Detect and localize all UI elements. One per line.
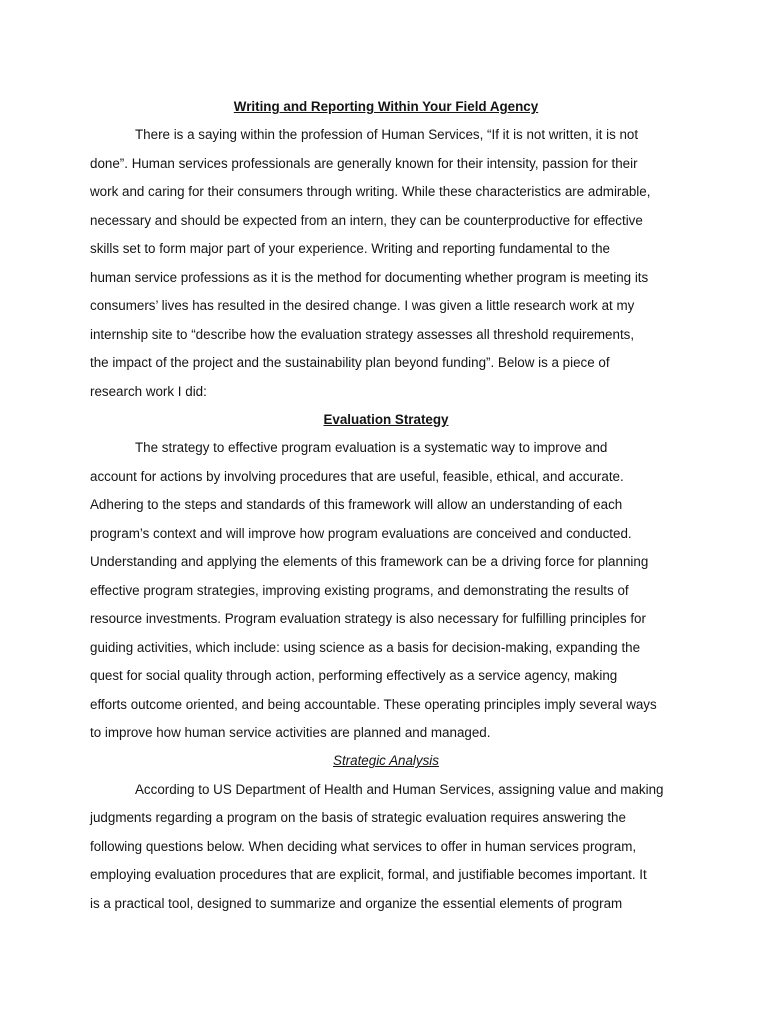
text-line: consumers’ lives has resulted in the desired change. I was given a little research work at my [90, 298, 635, 314]
text-line: resource investments. Program evaluation strategy is also necessary for fulfilling principles for [90, 611, 646, 627]
document-title: Writing and Reporting Within Your Field Agency [233, 99, 539, 114]
text-line: following questions below. When deciding what services to offer in human services program, [90, 838, 637, 854]
text-line: judgments regarding a program on the basis of strategic evaluation requires answering the [90, 810, 626, 826]
text-line: research work I did: [90, 383, 207, 399]
strategic-paragraph [90, 776, 682, 918]
text-line: effective program strategies, improving existing programs, and demonstrating the results of [90, 582, 629, 598]
text-line: internship site to “describe how the evaluation strategy assesses all threshold requirements, [90, 326, 635, 342]
text-line: efforts outcome oriented, and being accountable. These operating principles imply several ways [90, 696, 657, 712]
text-line: human service professions as it is the method for documenting whether program is meeting its [90, 269, 649, 285]
text-line: The strategy to effective program evaluation is a systematic way to improve and [135, 440, 608, 456]
text-line: There is a saying within the profession of Human Services, “If it is not written, it is not [135, 127, 639, 143]
text-line: skills set to form major part of your experience. Writing and reporting fundamental to the [90, 241, 611, 257]
text-line: guiding activities, which include: using science as a basis for decision-making, expanding the [90, 639, 641, 655]
text-line: work and caring for their consumers through writing. While these characteristics are admirable, [90, 184, 651, 200]
evaluation-paragraph [90, 434, 682, 747]
text-line: to improve how human service activities are planned and managed. [90, 724, 491, 740]
text-line: account for actions by involving procedures that are useful, feasible, ethical, and accurate. [90, 468, 624, 484]
text-line: done”. Human services professionals are generally known for their intensity, passion for their [90, 155, 638, 171]
text-line: necessary and should be expected from an intern, they can be counterproductive for effective [90, 212, 643, 228]
subsection-heading: Strategic Analysis [333, 753, 439, 769]
text-line: According to US Department of Health and Human Services, assigning value and making [135, 781, 664, 797]
text-line: the impact of the project and the sustainability plan beyond funding”. Below is a piece of [90, 355, 610, 371]
text-line: quest for social quality through action, performing effectively as a service agency, making [90, 668, 618, 684]
intro-paragraph [90, 121, 682, 406]
text-line: Adhering to the steps and standards of this framework will allow an understanding of each [90, 497, 623, 513]
text-line: Understanding and applying the elements of this framework can be a driving force for planning [90, 554, 649, 570]
text-line: employing evaluation procedures that are explicit, formal, and justifiable becomes important. It [90, 867, 647, 883]
section-heading: Evaluation Strategy [323, 411, 449, 427]
text-line: is a practical tool, designed to summarize and organize the essential elements of program [90, 895, 623, 911]
text-line: program’s context and will improve how program evaluations are conceived and conducted. [90, 525, 632, 541]
